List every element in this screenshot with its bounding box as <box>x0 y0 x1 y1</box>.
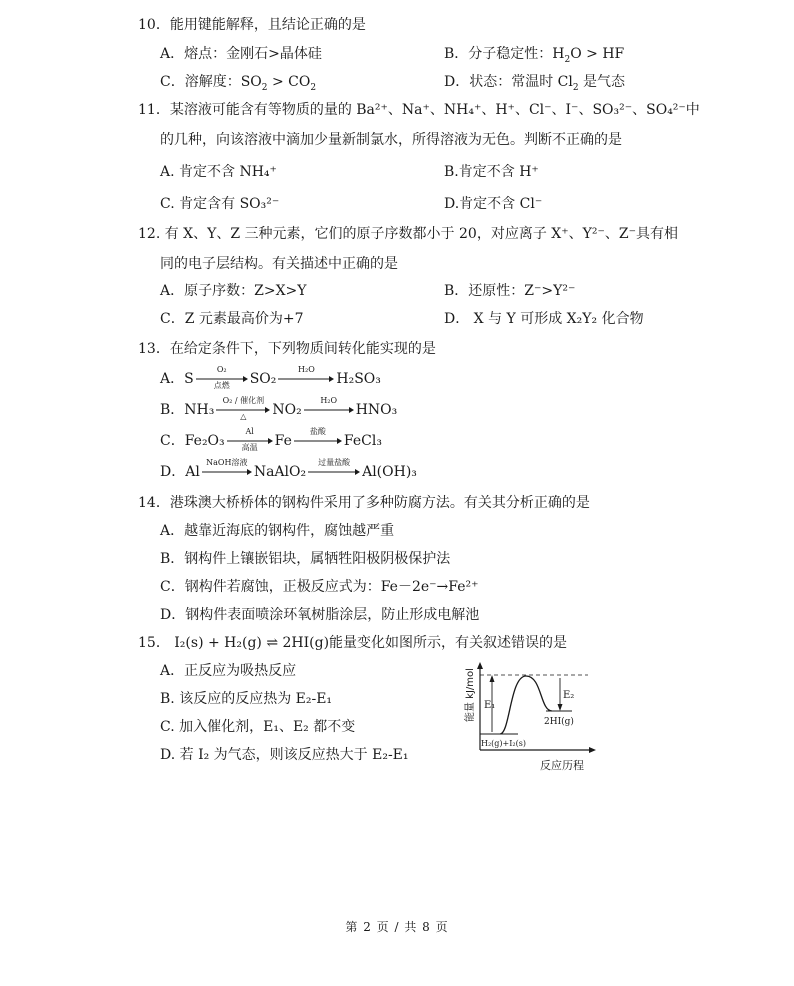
q14-stem: 14．港珠澳大桥桥体的钢构件采用了多种防腐方法。有关其分析正确的是 <box>138 495 590 511</box>
q14-option-d: D．钢构件表面喷涂环氧树脂涂层，防止形成电解池 <box>160 607 480 623</box>
y-axis-arrow-icon <box>477 662 483 669</box>
q15-option-d: D. 若 I₂ 为气态，则该反应热大于 E₂-E₁ <box>160 747 409 763</box>
q10-option-b: B．分子稳定性：$H_2O$ > HF <box>444 46 625 65</box>
arrow-icon: O₂ / 催化剂 △ <box>216 407 270 413</box>
y-axis-label: 能量 kJ/mol <box>465 668 476 722</box>
e1-arrow-head-icon <box>490 675 495 682</box>
q13-option-b: B．NH₃ O₂ / 催化剂 △ NO₂ H₂O HNO₃ <box>160 396 398 421</box>
page-footer: 第 2 页 / 共 8 页 <box>345 920 449 934</box>
q13-option-a: A．S O₂ 点燃 SO₂ H₂O H₂SO₃ <box>160 365 381 390</box>
e2-arrow-head-icon <box>558 704 563 711</box>
q13-option-c: C．Fe₂O₃ Al 高温 Fe 盐酸 FeCl₃ <box>160 427 382 452</box>
arrow-icon: NaOH溶液 <box>202 469 252 475</box>
arrow-icon: H₂O <box>278 376 334 382</box>
q14-option-b: B．钢构件上镶嵌铝块，属牺牲阳极阴极保护法 <box>160 551 451 567</box>
q12-option-d: D． X 与 Y 可形成 X₂Y₂ 化合物 <box>444 311 644 327</box>
arrow-icon: 过量盐酸 <box>308 469 360 475</box>
q14-option-c: C．钢构件若腐蚀，正极反应式为：Fe－2e⁻→Fe²⁺ <box>160 579 479 595</box>
x-axis-label: 反应历程 <box>540 759 584 772</box>
q14-option-a: A．越靠近海底的钢构件，腐蚀越严重 <box>160 523 395 539</box>
q15-option-a: A．正反应为吸热反应 <box>160 663 297 679</box>
q12-stem-line1: 12. 有 X、Y、Z 三种元素，它们的原子序数都小于 20，对应离子 X⁺、Y²⁻、Z⁻具有相 <box>138 226 678 242</box>
product-label: 2HI(g) <box>544 717 574 727</box>
q11-option-b: B.肯定不含 H⁺ <box>444 164 539 180</box>
q10-option-d: D．状态：常温时 $Cl_2$ 是气态 <box>444 74 626 93</box>
q11-option-d: D.肯定不含 Cl⁻ <box>444 196 543 212</box>
q10-option-a: A．熔点：金刚石>晶体硅 <box>160 46 322 62</box>
energy-diagram <box>440 660 610 775</box>
arrow-icon: Al 高温 <box>227 438 273 444</box>
q15-option-c: C. 加入催化剂，E₁、E₂ 都不变 <box>160 719 356 735</box>
q15-option-b: B. 该反应的反应热为 E₂-E₁ <box>160 691 333 707</box>
q11-stem-line2: 的几种，向该溶液中滴加少量新制氯水，所得溶液为无色。判断不正确的是 <box>160 132 622 148</box>
q12-stem-line2: 同的电子层结构。有关描述中正确的是 <box>160 256 398 272</box>
q10-option-c: C．溶解度：$SO_2 > CO_2$ <box>160 74 317 93</box>
q10-stem: 10．能用键能解释，且结论正确的是 <box>138 17 366 33</box>
q13-option-d: D．Al NaOH溶液 NaAlO₂ 过量盐酸 Al(OH)₃ <box>160 458 417 480</box>
q13-stem: 13．在给定条件下，下列物质间转化能实现的是 <box>138 341 436 357</box>
q11-stem-line1: 11．某溶液可能含有等物质的量的 Ba²⁺、Na⁺、NH₄⁺、H⁺、Cl⁻、I⁻、SO₃²⁻、SO₄²⁻中 <box>138 102 700 118</box>
q11-option-c: C. 肯定含有 SO₃²⁻ <box>160 196 280 212</box>
q12-option-b: B．还原性：Z⁻>Y²⁻ <box>444 283 576 299</box>
q11-option-a: A. 肯定不含 NH₄⁺ <box>160 164 277 180</box>
q12-option-c: C．Z 元素最高价为+7 <box>160 311 304 327</box>
arrow-icon: O₂ 点燃 <box>196 376 248 382</box>
arrow-icon: H₂O <box>304 407 354 413</box>
reactant-label: H₂(g)+I₂(s) <box>481 739 526 748</box>
arrow-icon: 盐酸 <box>294 438 342 444</box>
q15-stem: 15． I₂(s) + H₂(g) ⇌ 2HI(g)能量变化如图所示，有关叙述错误的是 <box>138 635 568 651</box>
x-axis-arrow-icon <box>589 747 596 753</box>
q12-option-a: A．原子序数：Z>X>Y <box>160 283 307 299</box>
e1-label: E₁ <box>484 700 496 711</box>
e2-label: E₂ <box>563 690 575 701</box>
